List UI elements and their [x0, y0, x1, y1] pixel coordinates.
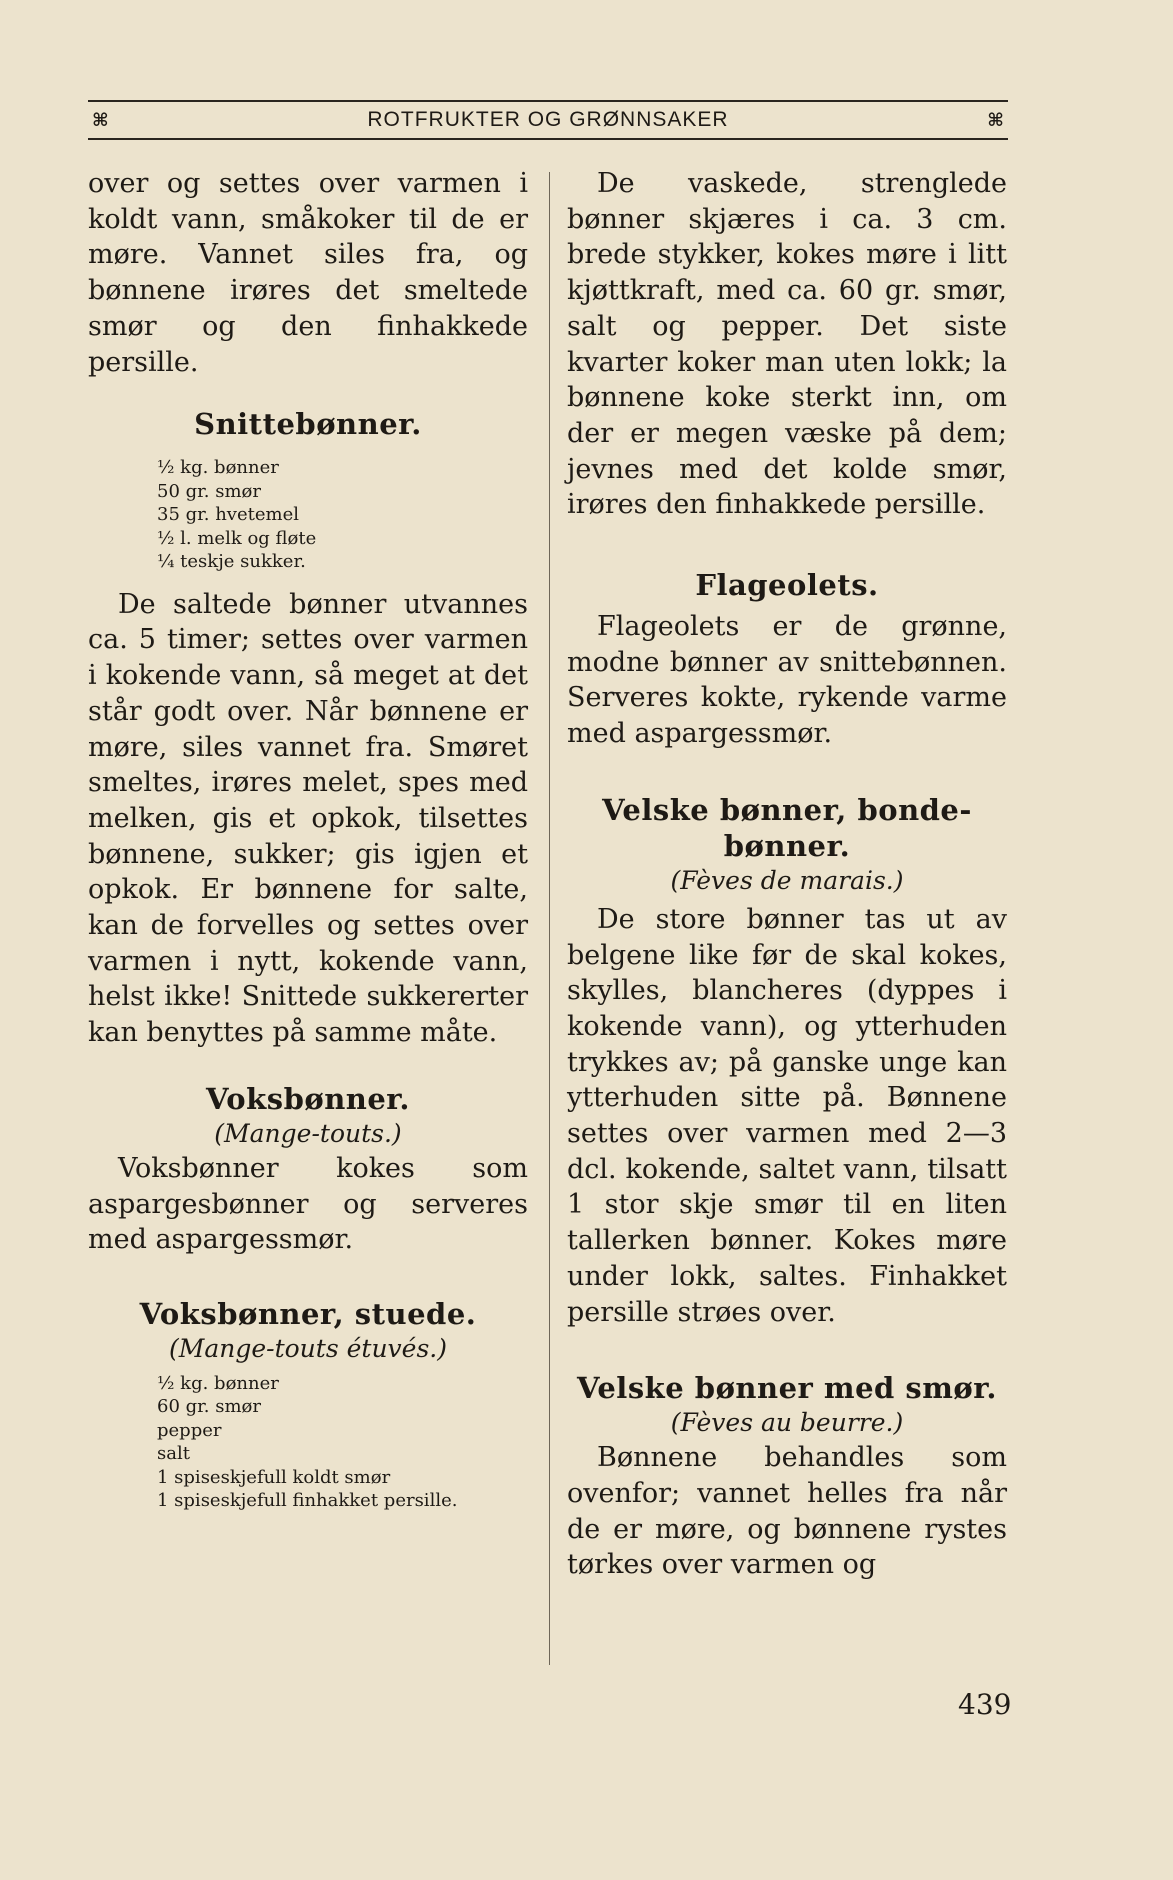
heading-velske-bonner [567, 792, 1007, 864]
ingredient-item: 60 gr. smør [157, 1396, 261, 1418]
ingredient-item: 50 gr. smør [157, 480, 261, 502]
ingredient-item: 1 spiseskjefull koldt smør [157, 1466, 391, 1488]
flageolets-text: Flageolets er de grønne, modne bønner av snittebønnen. Serveres kokte, rykende varme med aspargessmør. [567, 611, 1007, 750]
voksbonner-stuede-ingredients [88, 1372, 528, 1513]
snittebonner-ingredients [88, 456, 528, 574]
subtitle-voksbonner-stuede: (Mange-touts étuvés.) [168, 1333, 447, 1363]
right-intro-paragraph: De vaskede, strenglede bønner skjæres i ca. 3 cm. brede stykker, kokes møre i litt kjøttkraft, med ca. 60 gr. smør, salt og pepper. Det siste kvarter koker man uten lokk; la bønnene koke sterkt inn, om der er megen væske på dem; jevnes med det kolde smør, irøres den finhakkede persille. [567, 168, 1007, 521]
left-intro-paragraph: over og settes over varmen i koldt vann, småkoker til de er møre. Vannet siles fra, og bønnene irøres det smeltede smør og den finhakkede persille. [88, 168, 528, 378]
ingredient-item: ½ kg. bønner [157, 1372, 279, 1394]
heading-snittebonner: Snittebønner. [194, 407, 422, 442]
ingredient-item: 35 gr. hvetemel [157, 504, 299, 526]
ingredient-item: ½ l. melk og fløte [157, 527, 317, 549]
column-divider [549, 172, 550, 1665]
heading-voksbonner: Voksbønner. [205, 1081, 411, 1116]
ingredient-item: salt [157, 1443, 190, 1465]
ingredient-item: ¼ teskje sukker. [157, 551, 306, 573]
subtitle-voksbonner: (Mange-touts.) [214, 1118, 402, 1148]
ingredient-item: ½ kg. bønner [157, 457, 279, 479]
running-header [88, 100, 1008, 140]
subtitle-velske-bonner-smor: (Fèves au beurre.) [670, 1408, 904, 1438]
voksbonner-text: Voksbønner kokes som aspargesbønner og serveres med aspargessmør. [88, 1152, 528, 1256]
heading-velske-line1: Velske bønner, bonde- [602, 792, 972, 827]
ingredient-item: 1 spiseskjefull finhakket persille. [157, 1490, 458, 1512]
ornament-right-icon: ⌘ [987, 109, 1004, 131]
velske-bonner-smor-text: Bønnene behandles som ovenfor; vannet helles fra når de er møre, og bønnene rystes tørkes over varmen og [567, 1442, 1007, 1581]
snittebonner-text: De saltede bønner utvannes ca. 5 timer; settes over varmen i kokende vann, så meget at det står godt over. Når bønnene er møre, siles vannet fra. Smøret smeltes, irøres melet, spes med melken, gis et opkok, tilsettes bønnene, sukker; gis igjen et opkok. Er bønnene for salte, kan de forvelles og settes over varmen i nytt, kokende vann, helst ikke! Snittede sukkererter kan benyttes på samme måte. [88, 588, 528, 1049]
running-header-title: ROTFRUKTER OG GRØNNSAKER [367, 108, 729, 131]
heading-flageolets: Flageolets. [695, 568, 879, 603]
left-column [88, 166, 528, 1513]
subtitle-velske-bonner: (Fèves de marais.) [670, 865, 904, 895]
heading-voksbonner-stuede: Voksbønner, stuede. [139, 1296, 477, 1331]
velske-bonner-text: De store bønner tas ut av belgene like før de skal kokes, skylles, blancheres (dyppes i kokende vann), og ytterhuden trykkes av; på ganske unge kan ytterhuden sitte på. Bønnene settes over varmen med 2—3 dcl. kokende, saltet vann, tilsatt 1 stor skje smør til en liten tallerken bønner. Kokes møre under lokk, saltes. Finhakket persille strøes over. [567, 903, 1007, 1328]
ornament-left-icon: ⌘ [92, 109, 109, 131]
heading-velske-bonner-smor: Velske bønner med smør. [577, 1371, 997, 1406]
ingredient-item: pepper [157, 1419, 222, 1441]
heading-velske-line2: bønner. [723, 828, 851, 863]
right-column [567, 166, 1007, 1583]
page-number: 439 [958, 1688, 1012, 1721]
